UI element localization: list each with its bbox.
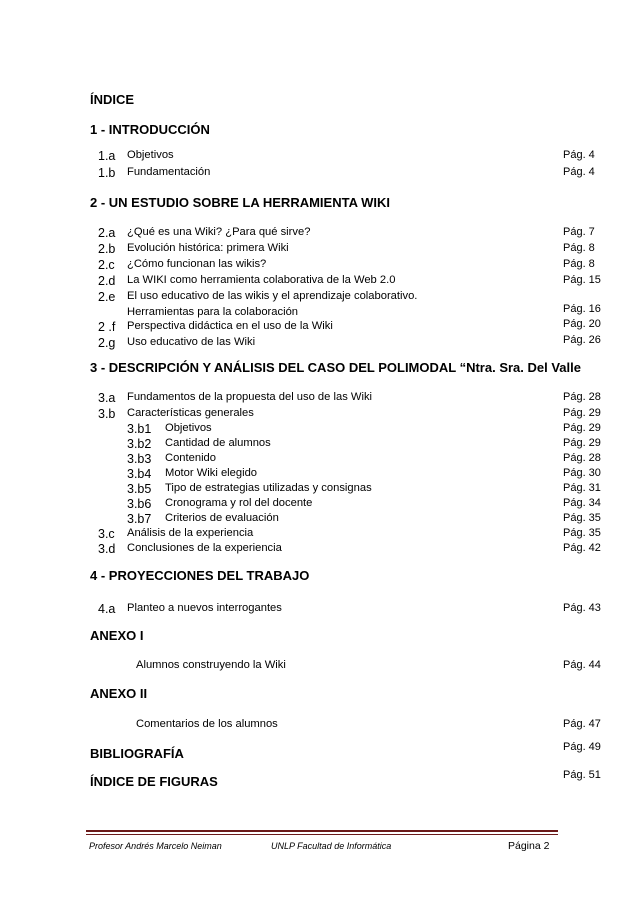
item-number: 2 .f (98, 320, 116, 334)
item-page: Pág. 29 (563, 437, 601, 449)
figures-index-heading: ÍNDICE DE FIGURAS (90, 774, 218, 789)
figures-index-page: Pág. 51 (563, 769, 601, 781)
item-page: Pág. 26 (563, 334, 601, 346)
item-number: 2.e (98, 290, 116, 304)
subitem-number: 3.b5 (127, 482, 152, 496)
item-page: Pág. 8 (563, 258, 595, 270)
item-page: Pág. 42 (563, 542, 601, 554)
item-text: El uso educativo de las wikis y el aprendizaje colaborativo. (127, 290, 418, 302)
item-page: Pág. 44 (563, 659, 601, 671)
item-page: Pág. 47 (563, 718, 601, 730)
section-heading: 2 - UN ESTUDIO SOBRE LA HERRAMIENTA WIKI (90, 195, 390, 210)
item-page: Pág. 16 (563, 303, 601, 315)
item-text: ¿Cómo funcionan las wikis? (127, 258, 267, 270)
item-number: 2.a (98, 226, 116, 240)
item-page: Pág. 34 (563, 497, 601, 509)
footer-institution: UNLP Facultad de Informática (271, 841, 392, 851)
subitem-number: 3.b3 (127, 452, 152, 466)
item-number: 4.a (98, 602, 116, 616)
item-number: 3.b (98, 407, 116, 421)
subitem-number: 3.b4 (127, 467, 152, 481)
item-page: Pág. 20 (563, 318, 601, 330)
item-page: Pág. 28 (563, 452, 601, 464)
subitem-number: 3.b2 (127, 437, 152, 451)
subitem-text: Cantidad de alumnos (165, 437, 271, 449)
subitem-text: Motor Wiki elegido (165, 467, 258, 479)
item-text: Análisis de la experiencia (127, 527, 254, 539)
item-page: Pág. 35 (563, 512, 601, 524)
item-number: 3.d (98, 542, 116, 556)
item-page: Pág. 30 (563, 467, 601, 479)
item-number: 1.a (98, 149, 116, 163)
subitem-number: 3.b7 (127, 512, 152, 526)
section-heading: 3 - DESCRIPCIÓN Y ANÁLISIS DEL CASO DEL POLIMODAL “Ntra. Sra. Del Valle (90, 360, 581, 375)
subitem-text: Objetivos (165, 422, 212, 434)
item-number: 3.c (98, 527, 115, 541)
item-text: Perspectiva didáctica en el uso de la Wiki (127, 320, 333, 332)
item-text: Fundamentación (127, 166, 211, 178)
item-page: Pág. 4 (563, 149, 595, 161)
section-heading: ANEXO I (90, 628, 144, 643)
subitem-text: Criterios de evaluación (165, 512, 279, 524)
item-number: 2.d (98, 274, 116, 288)
bibliography-page: Pág. 49 (563, 741, 601, 753)
item-page: Pág. 29 (563, 407, 601, 419)
item-text: Objetivos (127, 149, 174, 161)
section-heading: 4 - PROYECCIONES DEL TRABAJO (90, 568, 310, 583)
subitem-text: Tipo de estrategias utilizadas y consignas (165, 482, 372, 494)
footer-rule-thin (86, 834, 558, 835)
section-heading: ANEXO II (90, 686, 148, 701)
item-page: Pág. 31 (563, 482, 601, 494)
item-text: Características generales (127, 407, 254, 419)
item-number: 2.c (98, 258, 115, 272)
item-number: 1.b (98, 166, 116, 180)
item-number: 2.b (98, 242, 116, 256)
footer-page-number: Página 2 (508, 840, 550, 852)
index-title: ÍNDICE (90, 92, 135, 107)
subitem-text: Cronograma y rol del docente (165, 497, 313, 509)
subitem-number: 3.b1 (127, 422, 152, 436)
item-page: Pág. 43 (563, 602, 601, 614)
footer-author: Profesor Andrés Marcelo Neiman (89, 841, 222, 851)
item-text: La WIKI como herramienta colaborativa de la Web 2.0 (127, 274, 396, 286)
item-page: Pág. 4 (563, 166, 595, 178)
item-page: Pág. 8 (563, 242, 595, 254)
item-text: Comentarios de los alumnos (136, 718, 278, 730)
item-text: Evolución histórica: primera Wiki (127, 242, 289, 254)
item-page: Pág. 35 (563, 527, 601, 539)
item-page: Pág. 7 (563, 226, 595, 238)
item-text: Uso educativo de las Wiki (127, 336, 256, 348)
item-text: Conclusiones de la experiencia (127, 542, 282, 554)
section-heading: 1 - INTRODUCCIÓN (90, 122, 210, 137)
item-page: Pág. 29 (563, 422, 601, 434)
item-page: Pág. 28 (563, 391, 601, 403)
footer-rule (86, 830, 558, 832)
item-number: 2.g (98, 336, 116, 350)
item-text: Alumnos construyendo la Wiki (136, 659, 286, 671)
item-number: 3.a (98, 391, 116, 405)
item-text: Fundamentos de la propuesta del uso de las Wiki (127, 391, 373, 403)
item-text: Herramientas para la colaboración (127, 306, 299, 318)
subitem-text: Contenido (165, 452, 217, 464)
subitem-number: 3.b6 (127, 497, 152, 511)
item-text: ¿Qué es una Wiki? ¿Para qué sirve? (127, 226, 311, 238)
bibliography-heading: BIBLIOGRAFÍA (90, 746, 184, 761)
item-text: Planteo a nuevos interrogantes (127, 602, 282, 614)
item-page: Pág. 15 (563, 274, 601, 286)
